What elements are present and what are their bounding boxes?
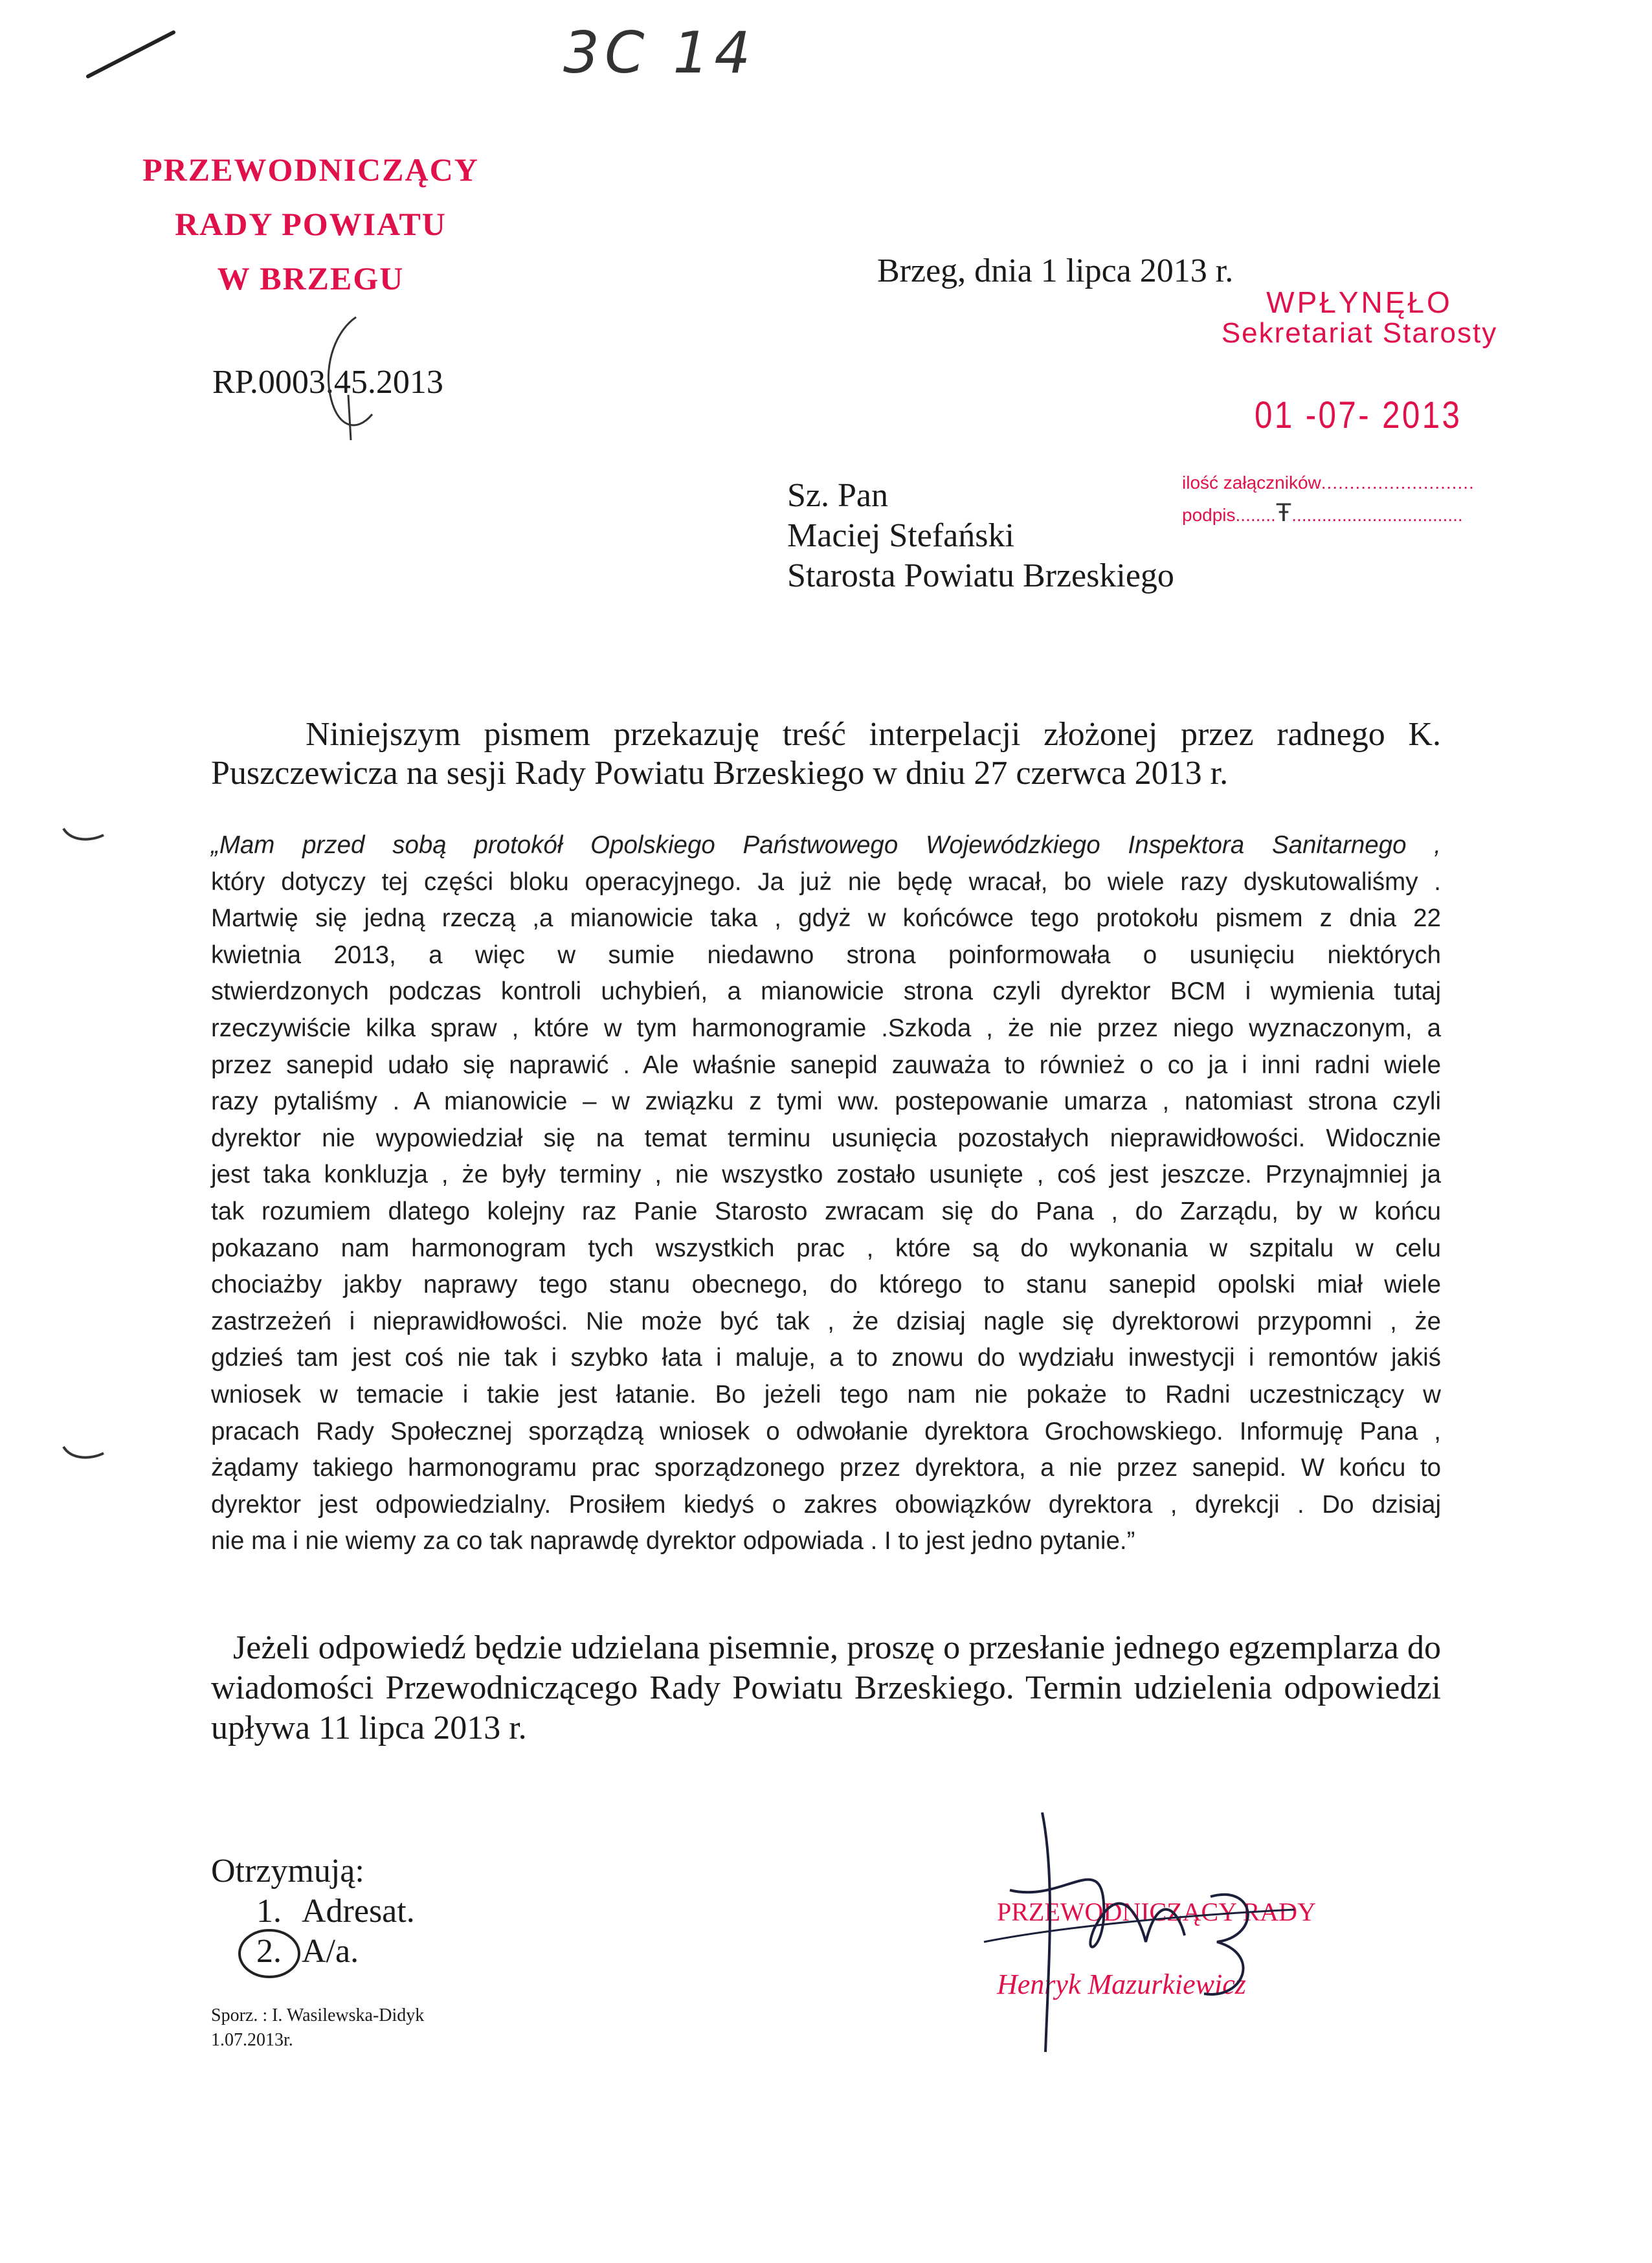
quote-line-text: stwierdzonych podczas kontroli uchybień, a mianowicie strona czyli dyrektor BCM i wymienia tutaj	[211, 977, 1441, 1006]
received-attachments-dots: ...........................	[1321, 473, 1475, 493]
recipients-item-1-label: Adresat.	[302, 1893, 415, 1930]
recipients-header: Otrzymują:	[211, 1853, 364, 1890]
recipient-block	[787, 476, 1174, 596]
quote-line	[211, 1267, 1441, 1304]
handwritten-circle-icon	[234, 1926, 306, 1982]
quote-line-text: Martwię się jedną rzeczą ,a mianowicie taka , gdyż w końcówce tego protokołu pismem z dnia 22	[211, 904, 1441, 933]
quote-line	[211, 1194, 1441, 1231]
sender-stamp-line1: PRZEWODNICZĄCY	[142, 151, 479, 188]
quote-line	[211, 1084, 1441, 1120]
received-signature-row	[1182, 498, 1463, 528]
pen-stroke-mark	[83, 26, 180, 84]
quote-line-text: wniosek w temacie i takie jest łatanie. Bo jeżeli tego nam nie pokaże to Radni uczestniczący w	[211, 1380, 1441, 1409]
quote-line-text: pokazano nam harmonogram tych wszystkich prac , które są do wykonania w szpitalu w celu	[211, 1234, 1441, 1262]
recipients-list	[211, 1851, 415, 1972]
quote-line	[211, 1010, 1441, 1047]
quote-line	[211, 1450, 1441, 1487]
quote-line-text: chociażby jakby naprawy tego stanu obecnego, do którego to stanu sanepid opolski miał wiele	[211, 1271, 1441, 1299]
punch-mark-icon	[58, 822, 110, 848]
punch-mark-icon-2	[58, 1440, 110, 1466]
reference-handwriting-icon	[311, 304, 388, 447]
closing-line-2-text: wiadomości Przewodniczącego Rady Powiatu Brzeskiego. Termin udzielenia odpowiedzi	[211, 1669, 1441, 1706]
quote-line	[211, 1047, 1441, 1084]
quote-line-text: gdzieś tam jest coś nie tak i szybko łata i maluje, a to znowu do wydziału inwestycji i remontów jakiś	[211, 1344, 1441, 1372]
reference-number: RP.0003.45.2013	[212, 364, 443, 401]
quote-line	[211, 1523, 1441, 1560]
intro-line-1-text: Niniejszym pismem przekazuję treść interpelacji złożonej przez radnego K.	[306, 716, 1441, 753]
received-stamp	[1191, 285, 1528, 350]
quote-line-text: pracach Rady Społecznej sporządzą wniosek o odwołanie dyrektora Grochowskiego. Informuję Pana ,	[211, 1417, 1441, 1445]
intro-line-2: Puszczewicza na sesji Rady Powiatu Brzeskiego w dniu 27 czerwca 2013 r.	[211, 755, 1229, 792]
quote-line-text: dyrektor jest odpowiedzialny. Prosiłem kiedyś o zakres obowiązków dyrektora , dyrekcji . Do dzisiaj	[211, 1490, 1441, 1519]
sender-stamp	[117, 142, 505, 306]
quote-line-text: nie ma i nie wiemy za co tak naprawdę dyrektor odpowiada . I to jest jedno pytanie.”	[211, 1527, 1135, 1555]
recipient-name: Maciej Stefański	[787, 517, 1014, 554]
quote-line-text: dyrektor nie wypowiedział się na temat terminu usunięcia pozostałych nieprawidłowości. Widocznie	[211, 1124, 1441, 1152]
sender-stamp-line2: RADY POWIATU	[175, 206, 447, 242]
quote-line-text: przez sanepid udało się naprawić . Ale właśnie sanepid zauważa to również o co ja i inni radni wiele	[211, 1051, 1441, 1079]
prepared-by	[211, 2003, 424, 2053]
quote-line-text: jest taka konkluzja , że były terminy , nie wszystko zostało usunięte , coś jest jeszcze. Przynajmniej ja	[211, 1161, 1441, 1189]
place-date: Brzeg, dnia 1 lipca 2013 r.	[877, 252, 1234, 289]
recipients-item-2-number: 2.	[256, 1933, 282, 1970]
quote-line	[211, 900, 1441, 937]
quote-line	[211, 1377, 1441, 1414]
prepared-by-name: Sporz. : I. Wasilewska-Didyk	[211, 2005, 425, 2025]
received-attachments-label: ilość załączników	[1182, 473, 1321, 493]
closing-paragraph	[211, 1628, 1441, 1748]
quote-line	[211, 1120, 1441, 1157]
closing-line-1	[211, 1628, 1441, 1668]
received-signature-label: podpis	[1182, 505, 1236, 525]
quote-line	[211, 937, 1441, 974]
received-stamp-title: WPŁYNĘŁO	[1266, 285, 1453, 319]
quote-line	[211, 864, 1441, 901]
quote-line-text: „Mam przed sobą protokół Opolskiego Państwowego Wojewódzkiego Inspektora Sanitarnego ,	[211, 831, 1441, 859]
closing-line-1-text: Jeżeli odpowiedź będzie udzielana pisemnie, proszę o przesłanie jednego egzemplarza do	[233, 1629, 1441, 1666]
quote-line-text: tak rozumiem dlatego kolejny raz Panie Starosto zwracam się do Pana , do Zarządu, by w końcu	[211, 1197, 1441, 1225]
quote-line-text: razy pytaliśmy . A mianowicie – w związku z tymi ww. postepowanie umarza , natomiast strona czyli	[211, 1087, 1441, 1116]
closing-line-3: upływa 11 lipca 2013 r.	[211, 1710, 527, 1746]
quote-line	[211, 1340, 1441, 1377]
received-attachments-row	[1182, 473, 1475, 493]
quote-line	[211, 827, 1441, 864]
quote-line-text: rzeczywiście kilka spraw , które w tym harmonogramie .Szkoda , że nie przez niego wyznaczonym, a	[211, 1014, 1441, 1042]
closing-line-2	[211, 1668, 1441, 1708]
quoted-interpellation	[211, 827, 1441, 1560]
handwritten-mark: 3C 14	[563, 19, 756, 86]
quote-line	[211, 1231, 1441, 1267]
received-stamp-date: 01 -07- 2013	[1255, 394, 1462, 436]
quote-line-text: zastrzeżeń i nieprawidłowości. Nie może być tak , że dzisiaj nagle się dyrektorowi przypomni , że	[211, 1307, 1441, 1335]
quote-line-text: żądamy takiego harmonogramu prac sporządzonego przez dyrektora, a nie przez sanepid. W końcu to	[211, 1454, 1441, 1482]
received-signature-dots-2: ..................................	[1291, 505, 1463, 525]
intro-paragraph	[211, 715, 1441, 793]
recipients-item-2	[211, 1932, 415, 1972]
intro-line-1	[211, 715, 1441, 754]
quote-line	[211, 974, 1441, 1010]
sender-stamp-line3: W BRZEGU	[217, 260, 405, 296]
received-signature-dots: ........	[1235, 505, 1276, 525]
signature-title: PRZEWODNICZĄCY RADY	[997, 1897, 1316, 1926]
quote-line	[211, 1157, 1441, 1194]
recipients-item-1-number: 1.	[256, 1893, 282, 1930]
recipients-item-1	[211, 1891, 415, 1932]
prepared-by-date: 1.07.2013r.	[211, 2030, 293, 2050]
recipient-salutation: Sz. Pan	[787, 477, 888, 514]
received-stamp-office: Sekretariat Starosty	[1221, 317, 1498, 349]
received-signature-mark: Ŧ	[1275, 498, 1292, 527]
recipients-item-2-label: A/a.	[302, 1933, 359, 1970]
recipient-position: Starosta Powiatu Brzeskiego	[787, 557, 1174, 594]
quote-line	[211, 1414, 1441, 1451]
handwritten-signature-icon	[971, 1800, 1308, 2071]
signature-name: Henryk Mazurkiewicz	[997, 1968, 1246, 2000]
quote-line-text: który dotyczy tej części bloku operacyjnego. Ja już nie będę wracał, bo wiele razy dyskutowaliśmy .	[211, 867, 1441, 896]
quote-line-text: kwietnia 2013, a więc w sumie niedawno strona poinformowała o usunięciu niektórych	[211, 941, 1441, 969]
quote-line	[211, 1304, 1441, 1341]
quote-line	[211, 1487, 1441, 1524]
